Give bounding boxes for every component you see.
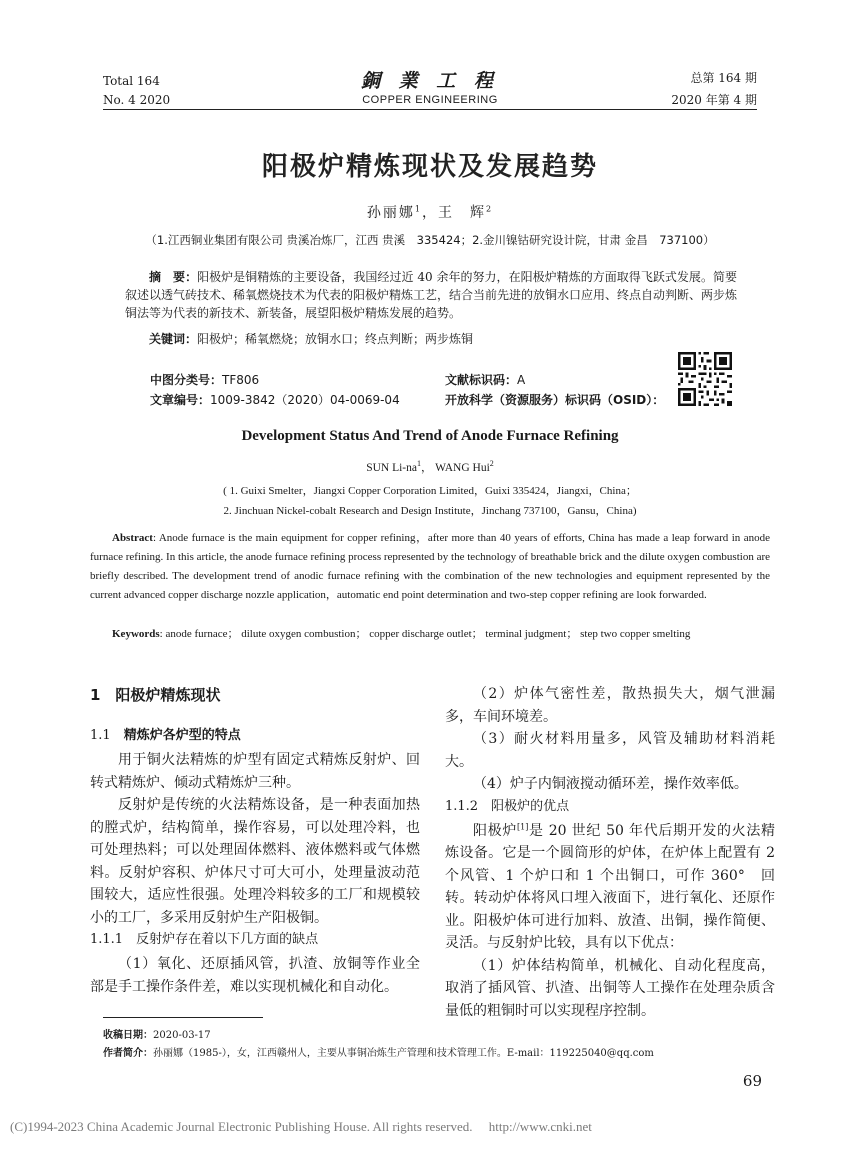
body-paragraph: 阳极炉[1]是 20 世纪 50 年代后期开发的火法精炼设备。它是一个圆筒形的炉体，在炉体上配置有 2 个风管、1 个炉口和 1 个出铜口，可作 360° 回转。转动炉体将风口埋入液面下，进行氧化、还原作业。阳极炉体可进行加料、放渣、出铜，操作简便、灵活。与反射炉比较，具有以下优点： — [445, 821, 775, 951]
paper-title-en: Development Status And Trend of Anode Furnace Refining — [241, 428, 619, 444]
author-2-en: WANG Hui — [435, 462, 490, 474]
authors-en: SUN $Li-na^1$， WANG Hui$^2$ — [366, 459, 494, 474]
body-paragraph: （1）炉体结构简单，机械化、自动化程度高，取消了插风管、扒渣、出铜等人工操作在处理杂质含量低的粗铜时可以实现程序控制。 — [445, 957, 775, 1019]
header-total: Total 164 — [103, 74, 160, 88]
affiliation-en — [0, 481, 860, 521]
affiliation-cn: （1.江西铜业集团有限公司 贵溪冶炼厂，江西 贵溪 335424；2.金川镍钴研究设计院，甘肃 金昌 737100） — [145, 233, 715, 247]
abstract-en-label: Abstract — [112, 532, 153, 544]
author-1: 孙丽娜 — [366, 205, 415, 221]
body-left-column — [90, 683, 420, 998]
body-paragraph: （3）耐火材料用量多，风管及辅助材料消耗大。 — [445, 731, 775, 770]
section-heading-1: 1 阳极炉精炼现状 — [90, 686, 221, 704]
author-2: 王 辉 — [438, 205, 486, 221]
keywords-cn-text: 阳极炉；稀氧燃烧；放铜水口；终点判断；两步炼铜 — [197, 332, 474, 346]
body-paragraph: 反射炉是传统的火法精炼设备，是一种表面加热的膛式炉，结构简单，操作容易，可以处理冷料，也可处理热料；可以处理固体燃料、液体燃料或气体燃料。反射炉容积、炉体尺寸可大可小，处理量波动范围较大，适应性很强。处理冷料较多的工厂和规模较小的工厂，多采用反射炉生产阳极铜。 — [90, 797, 420, 926]
header-issue: No. 4 2020 — [103, 93, 171, 107]
copyright-watermark: (C)1994-2023 China Academic Journal Electronic Publishing House. All rights reserved. http://www.cnki.net — [10, 1119, 592, 1134]
subsection-heading-1-1-2: 1.1.2 阳极炉的优点 — [445, 798, 570, 814]
author-1-affil: 1 — [414, 204, 422, 214]
author-2-affil: 2 — [486, 204, 494, 214]
subsection-heading-1-1-1: 1.1.1 反射炉存在着以下几方面的缺点 — [90, 932, 319, 947]
abstract-cn — [125, 268, 737, 322]
abstract-cn-text: 阳极炉是铜精炼的主要设备，我国经过近 40 余年的努力，在阳极炉精炼的方面取得飞跃式发展。简要叙述以透气砖技术、稀氧燃烧技术为代表的阳极炉精炼工艺，结合当前先进的放铜水口应用、终点自动判断、两步炼铜法等为代表的新技术、新装备，展望阳极炉精炼发展的趋势。 — [125, 270, 738, 320]
body-paragraph: （1）氧化、还原插风管，扒渣、放铜等作业全部是手工操作条件差，难以实现机械化和自动化。 — [90, 956, 420, 995]
body-paragraph: （4）炉子内铜液搅动循环差，操作效率低。 — [473, 776, 748, 792]
citation-ref[interactable]: [1] — [516, 821, 529, 831]
subsection-heading-1-1: 1.1 精炼炉各炉型的特点 — [90, 728, 241, 743]
affiliation-en-line: 2. Jinchuan Nickel-cobalt Research and Design Institute，Jinchang 737100，Gansu，China) — [223, 505, 637, 517]
keywords-en — [90, 625, 770, 644]
clc-number: 中图分类号：TF806 — [150, 373, 260, 387]
keywords-en-label: Keywords — [112, 628, 160, 640]
abstract-en-text: : Anode furnace is the main equipment for copper refining，after more than 40 years of efforts, China has made a leap forward in anode furnace refining. In this article, the anode furnace refining process represented by the technology of breathable brick and the dilute oxygen combustion are briefly described. The development trend of anodic furnace refining with the combination of the new technologies and equipment represented by the current advanced copper discharge nozzle application，automatic end point determination and two-step copper refining are look forwarded. — [90, 532, 770, 601]
journal-name-cn: 銅 業 工 程 — [361, 70, 499, 92]
abstract-cn-label: 摘 要： — [149, 270, 198, 284]
abstract-en — [90, 529, 770, 605]
keywords-en-text: : anode furnace； dilute oxygen combustion； copper discharge outlet； terminal judgment； step two copper smelting — [159, 628, 691, 640]
keywords-cn — [125, 330, 737, 348]
affiliation-en-line: ( 1. Guixi Smelter，Jiangxi Copper Corporation Limited，Guixi 335424，Jiangxi，China； — [223, 485, 637, 497]
qr-code-icon[interactable] — [678, 352, 732, 406]
footnote-rule — [103, 1017, 263, 1018]
osid-label: 开放科学（资源服务）标识码（OSID）： — [445, 393, 665, 407]
journal-name-en: COPPER ENGINEERING — [362, 94, 498, 106]
paper-title-cn: 阳极炉精炼现状及发展趋势 — [261, 152, 598, 182]
authors-cn: 孙丽娜$^1$，王 辉$^2$ — [366, 204, 494, 221]
footnote-received: 收稿日期：2020-03-17 — [103, 1030, 211, 1041]
footnote-author: 作者简介：孙丽娜（1985-），女，江西赣州人，主要从事铜冶炼生产管理和技术管理工作。E-mail：119225040@qq.com — [103, 1048, 654, 1059]
page-number: 69 — [742, 1072, 762, 1090]
keywords-cn-label: 关键词： — [149, 332, 198, 346]
header-issue-cn: 2020 年第 4 期 — [671, 93, 757, 107]
header-rule — [103, 109, 757, 110]
author-1-en: SUN Li-na — [366, 462, 417, 474]
header-total-cn: 总第 164 期 — [690, 71, 757, 85]
body-paragraph: （2）炉体气密性差，散热损失大，烟气泄漏多，车间环境差。 — [445, 686, 775, 725]
document-code: 文献标识码：A — [445, 373, 526, 387]
body-right-column — [445, 683, 775, 1022]
body-paragraph: 用于铜火法精炼的炉型有固定式精炼反射炉、回转式精炼炉、倾动式精炼炉三种。 — [90, 752, 420, 791]
article-number: 文章编号：1009-3842（2020）04-0069-04 — [150, 393, 400, 407]
